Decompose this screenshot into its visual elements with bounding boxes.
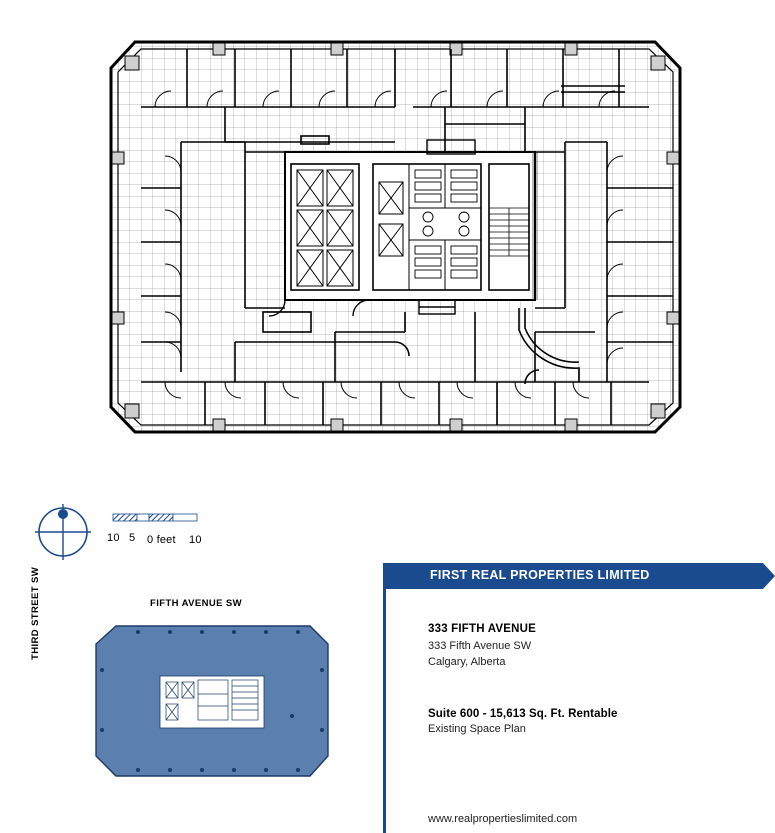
scale-tick-10-right: 10 bbox=[189, 534, 202, 546]
building-core bbox=[269, 140, 537, 316]
map-legend bbox=[25, 500, 245, 570]
scale-tick-5: 5 bbox=[129, 532, 136, 544]
suite-area-label: Suite 600 - 15,613 Sq. Ft. Rentable bbox=[428, 708, 618, 720]
title-block bbox=[383, 563, 775, 833]
website-link[interactable]: www.realpropertieslimited.com bbox=[428, 813, 578, 825]
scale-bar-icon bbox=[113, 514, 197, 521]
address-line-1: 333 Fifth Avenue SW bbox=[428, 640, 532, 652]
scale-tick-0-feet: 0 feet bbox=[147, 534, 176, 546]
north-arrow-icon bbox=[35, 504, 91, 560]
building-name: 333 FIFTH AVENUE bbox=[428, 623, 536, 635]
key-plan-marker bbox=[290, 714, 294, 718]
floor-plan-svg bbox=[95, 12, 695, 462]
scale-tick-10-left: 10 bbox=[107, 532, 120, 544]
address-line-2: Calgary, Alberta bbox=[428, 656, 506, 668]
key-plan-svg bbox=[20, 590, 360, 790]
key-plan-street-west-label: THIRD STREET SW bbox=[30, 566, 41, 660]
company-name: FIRST REAL PROPERTIES LIMITED bbox=[430, 568, 650, 582]
key-plan bbox=[20, 590, 360, 810]
floor-plan-drawing bbox=[95, 12, 695, 462]
key-plan-street-north-label: FIFTH AVENUE SW bbox=[150, 598, 243, 609]
plan-type-label: Existing Space Plan bbox=[428, 723, 526, 735]
title-block-rule bbox=[383, 589, 386, 833]
